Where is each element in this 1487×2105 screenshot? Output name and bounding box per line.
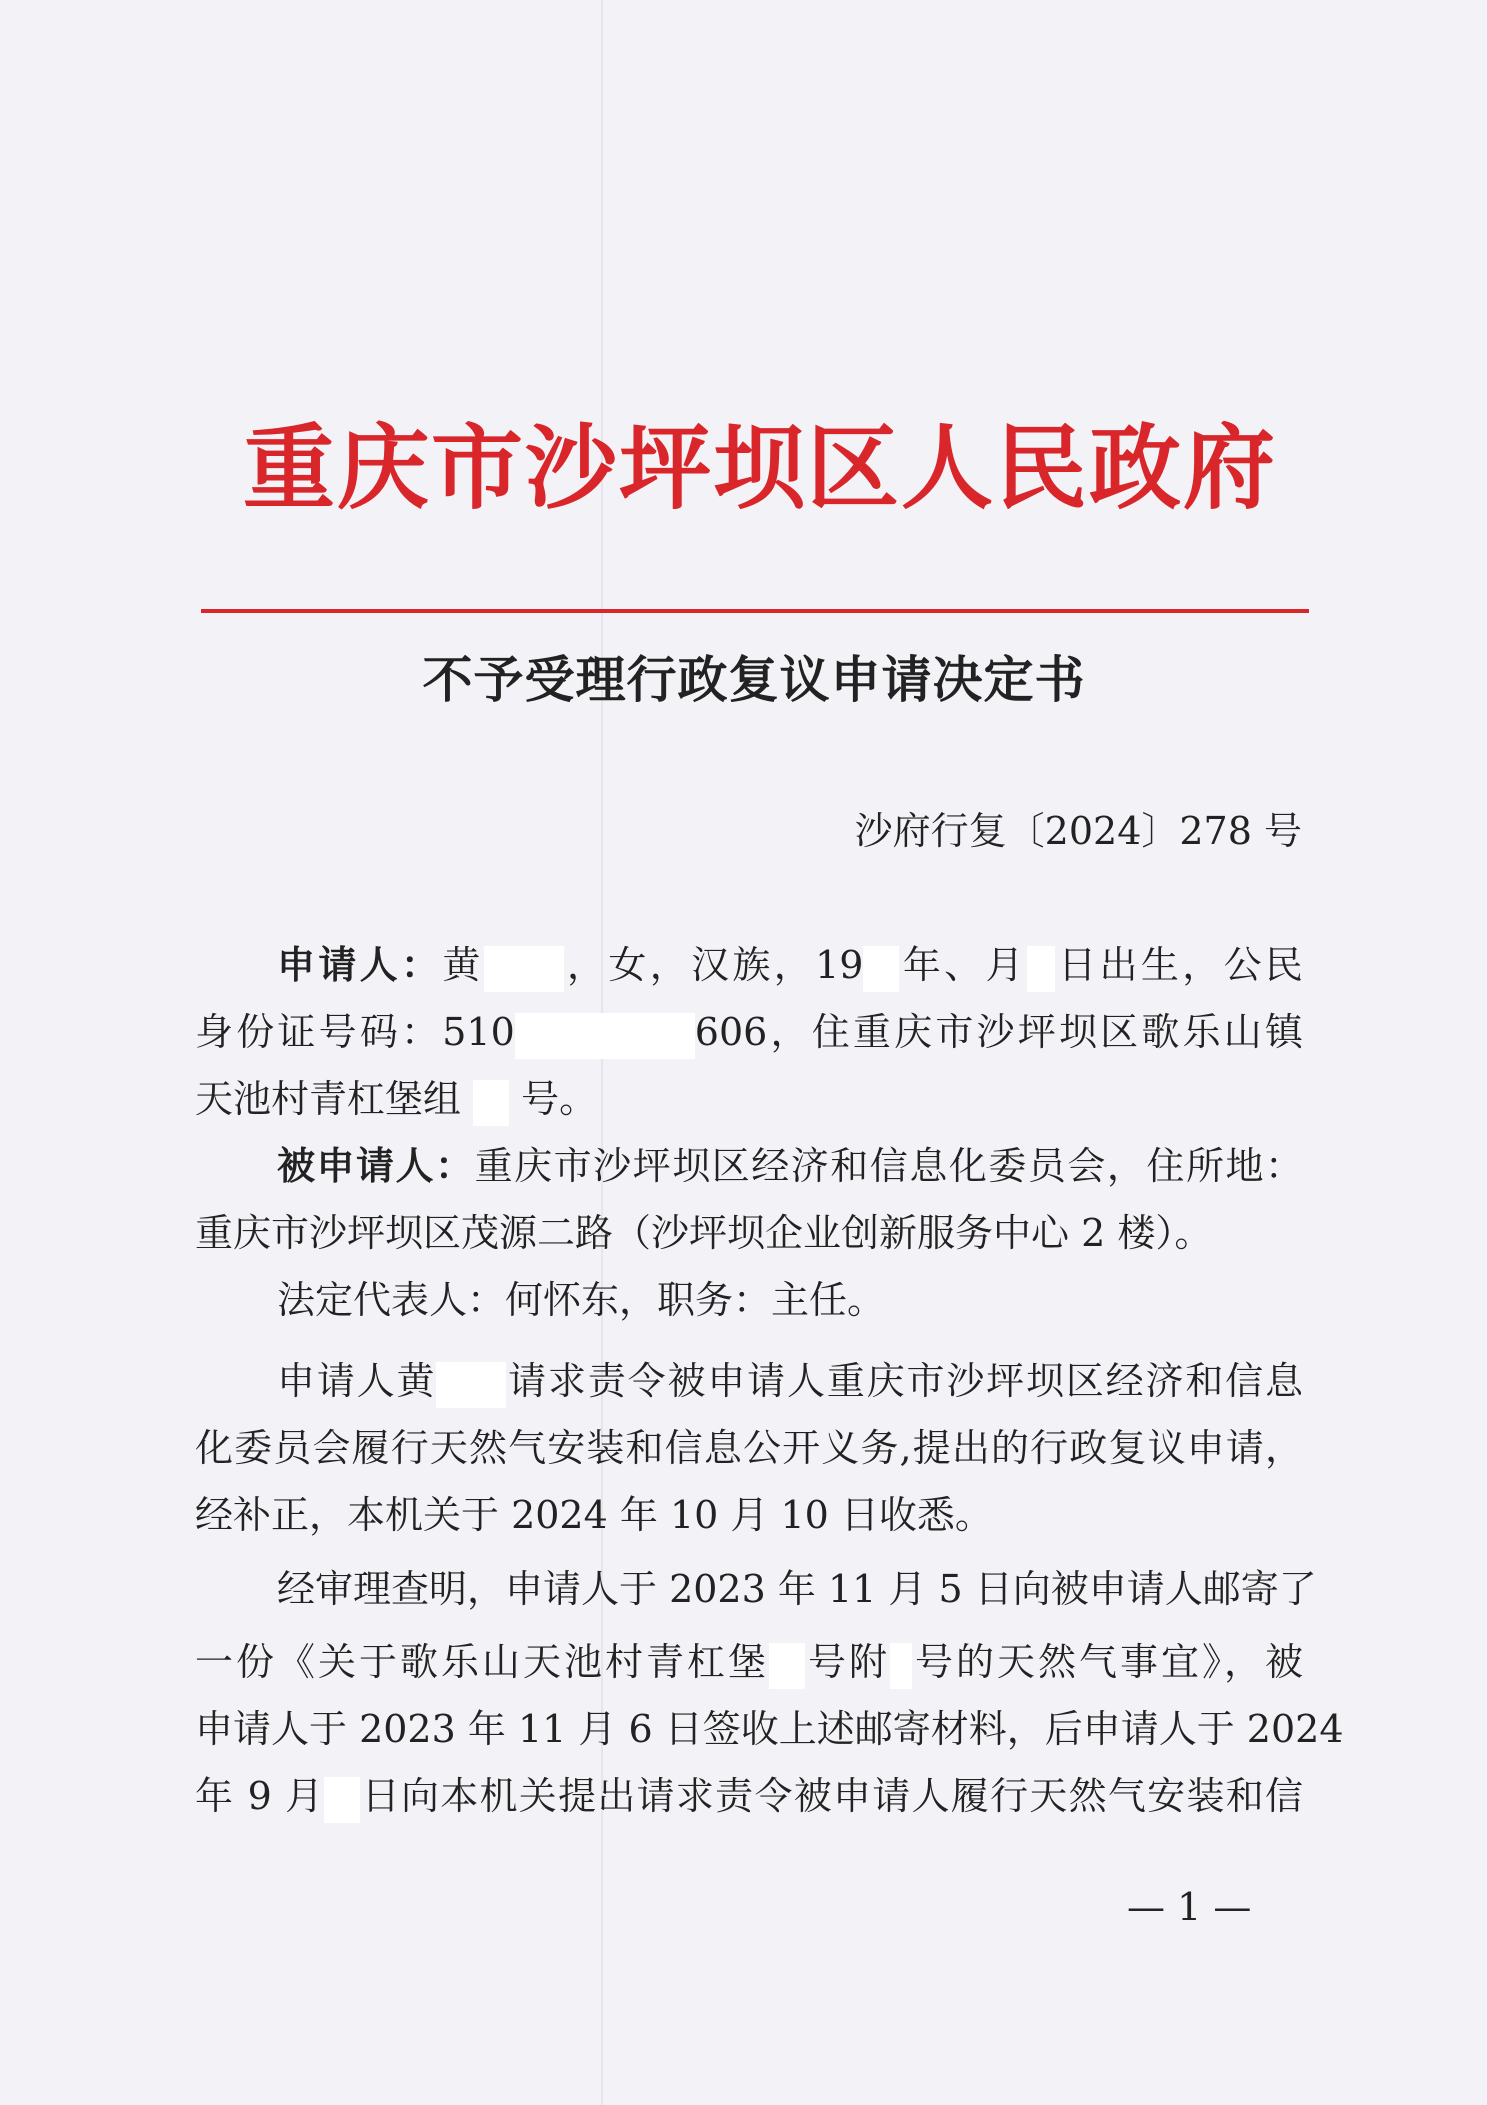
line-text: 重庆市沙坪坝区茂源二路（沙坪坝企业创新服务中心 2 楼）。 xyxy=(195,1211,1213,1255)
body-line xyxy=(195,1141,1303,1191)
line-text: ，女，汉族，19 xyxy=(563,943,864,987)
body-line xyxy=(195,1423,1303,1473)
line-text: 日向本机关提出请求责令被申请人履行天然气安装和信 xyxy=(360,1774,1303,1818)
body-line xyxy=(195,1490,1303,1540)
body-line xyxy=(195,1564,1317,1614)
body-line xyxy=(195,1356,1303,1408)
line-text: 化委员会履行天然气安装和信息公开义务,提出的行政复议申请， xyxy=(195,1426,1303,1470)
line-text: 、 xyxy=(944,943,986,987)
redaction-box xyxy=(863,946,899,992)
body-line xyxy=(195,1704,1344,1754)
body-line xyxy=(195,1637,1303,1689)
line-text: 申请人黄 xyxy=(277,1359,437,1403)
line-text: 经补正，本机关于 2024 年 10 月 10 日收悉。 xyxy=(195,1493,993,1537)
page-number: — 1 — xyxy=(1127,1885,1252,1929)
line-text: 法定代表人：何怀东，职务：主任。 xyxy=(277,1278,886,1322)
line-text: 月 xyxy=(985,943,1027,987)
line-text: 日出生，公民 xyxy=(1054,943,1303,987)
line-text: 号。 xyxy=(509,1077,598,1121)
document-number: 沙府行复〔2024〕278 号 xyxy=(854,809,1302,853)
body-line xyxy=(195,1007,1303,1059)
redaction-box xyxy=(890,1643,912,1689)
redaction-box xyxy=(515,1013,695,1059)
body-line xyxy=(195,940,1303,992)
line-text: 黄 xyxy=(442,943,484,987)
issuer-heading: 重庆市沙坪坝区人民政府 xyxy=(242,414,1277,522)
red-divider xyxy=(201,609,1309,613)
line-text: 年 xyxy=(899,943,945,987)
redaction-box xyxy=(769,1643,805,1689)
line-text: 申请人于 2023 年 11 月 6 日签收上述邮寄材料，后申请人于 2024 xyxy=(195,1707,1344,1751)
line-text: 号附 xyxy=(804,1640,890,1684)
redaction-box xyxy=(324,1777,360,1823)
redaction-box xyxy=(436,1362,506,1408)
body-line xyxy=(195,1771,1303,1823)
body-line xyxy=(195,1208,1303,1258)
line-text: 经审理查明，申请人于 2023 年 11 月 5 日向被申请人邮寄了 xyxy=(277,1567,1317,1611)
document-title: 不予受理行政复议申请决定书 xyxy=(422,650,1086,709)
redaction-box xyxy=(1027,946,1055,992)
line-text: 天池村青杠堡组 xyxy=(195,1077,474,1121)
line-text: 一份《关于歌乐山天池村青杠堡 xyxy=(195,1640,769,1684)
body-line xyxy=(195,1275,1303,1325)
line-text: 606，住重庆市沙坪坝区歌乐山镇 xyxy=(694,1010,1303,1054)
line-text: 请求责令被申请人重庆市沙坪坝区经济和信息 xyxy=(506,1359,1303,1403)
line-text: 身份证号码：510 xyxy=(195,1010,515,1054)
line-text: 年 9 月 xyxy=(195,1774,325,1818)
line-text: 重庆市沙坪坝区经济和信息化委员会，住所地： xyxy=(474,1144,1303,1188)
line-text: 号的天然气事宜》，被 xyxy=(911,1640,1303,1684)
line-text: 申请人： xyxy=(277,942,443,987)
body-line xyxy=(195,1074,1303,1126)
redaction-box xyxy=(484,946,564,992)
line-text: 被申请人： xyxy=(277,1143,475,1188)
redaction-box xyxy=(473,1080,509,1126)
